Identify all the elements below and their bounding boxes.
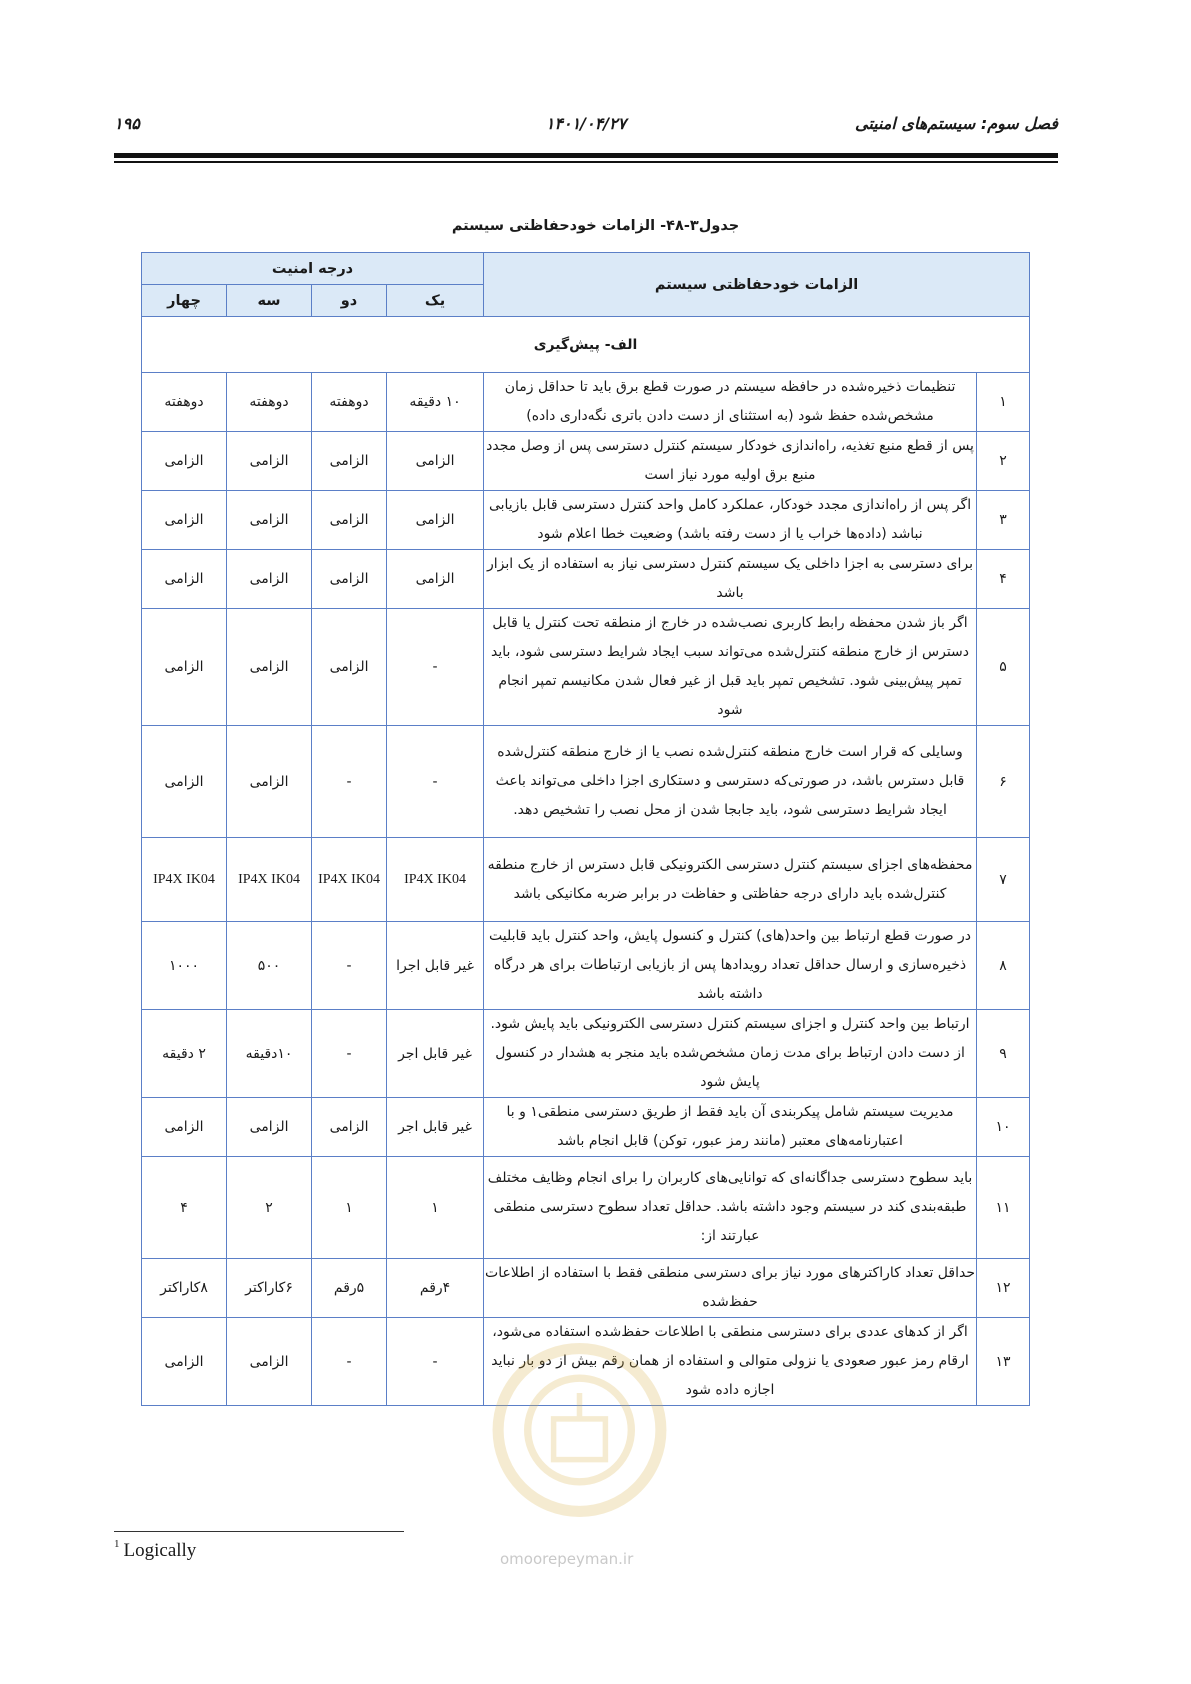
table-row	[142, 432, 1030, 491]
row-requirement-text: اگر از کدهای عددی برای دسترسی منطقی با اطلاعات حفظ‌شده استفاده می‌شود، ارقام رمز عبور صعودی یا نزولی متوالی و استفاده از همان رقم بیش از دو بار نباید اجازه داده شود	[484, 1318, 977, 1406]
row-number: ۹	[977, 1010, 1030, 1098]
row-level-3: دوهفته	[227, 373, 312, 432]
row-level-1: -	[387, 726, 484, 838]
page-number: ۱۹۵	[114, 114, 140, 133]
row-level-2: -	[312, 922, 387, 1010]
table-row	[142, 1259, 1030, 1318]
row-level-2: الزامی	[312, 550, 387, 609]
row-level-1: -	[387, 609, 484, 726]
header-rule-thick	[114, 153, 1058, 158]
row-number: ۳	[977, 491, 1030, 550]
row-level-3: الزامی	[227, 726, 312, 838]
watermark-site: omoorepeyman.ir	[500, 1550, 634, 1568]
row-requirement-text: محفظه‌های اجزای سیستم کنترل دسترسی الکترونیکی قابل دسترس از خارج منطقه کنترل‌شده باید دارای درجه حفاظتی و حفاظت در برابر ضربه مکانیکی باشد	[484, 838, 977, 922]
header-level-2: دو	[312, 285, 387, 317]
row-level-1: ۱۰ دقیقه	[387, 373, 484, 432]
row-level-1: الزامی	[387, 550, 484, 609]
row-level-2: الزامی	[312, 432, 387, 491]
row-requirement-text: در صورت قطع ارتباط بین واحد(های) کنترل و کنسول پایش، واحد کنترل باید قابلیت ذخیره‌سازی و ارسال حداقل تعداد رویدادها پس از بازیابی ارتباطات برای هر درگاه داشته باشد	[484, 922, 977, 1010]
row-level-1: ۴رقم	[387, 1259, 484, 1318]
row-number: ۴	[977, 550, 1030, 609]
header-level-1: یک	[387, 285, 484, 317]
row-level-4: الزامی	[142, 432, 227, 491]
row-level-1: IP4X IK04	[387, 838, 484, 922]
footnote-mark: 1	[114, 1538, 120, 1550]
row-level-3: ۵۰۰	[227, 922, 312, 1010]
row-requirement-text: مدیریت سیستم شامل پیکربندی آن باید فقط از طریق دسترسی منطقی۱ و با اعتبارنامه‌های معتبر (مانند رمز عبور، توکن) قابل انجام باشد	[484, 1098, 977, 1157]
header-rule-thin	[114, 161, 1058, 163]
row-requirement-text: برای دسترسی به اجزا داخلی یک سیستم کنترل دسترسی نیاز به استفاده از یک ابزار باشد	[484, 550, 977, 609]
section-heading: الف- پیش‌گیری	[142, 317, 1030, 373]
table-row	[142, 1010, 1030, 1098]
row-level-2: الزامی	[312, 1098, 387, 1157]
footnote-text: Logically	[123, 1540, 197, 1561]
row-requirement-text: باید سطوح دسترسی جداگانه‌ای که توانایی‌های کاربران را برای انجام وظایف مختلف طبقه‌بندی کند در سیستم وجود داشته باشد. حداقل تعداد سطوح دسترسی منطقی عبارتند از:	[484, 1157, 977, 1259]
row-number: ۱۰	[977, 1098, 1030, 1157]
header-requirements: الزامات خودحفاظتی سیستم	[484, 253, 1030, 317]
row-level-3: ۲	[227, 1157, 312, 1259]
row-level-3: ۱۰دقیقه	[227, 1010, 312, 1098]
table-row	[142, 373, 1030, 432]
row-level-1: غیر قابل اجرا	[387, 922, 484, 1010]
row-level-2: -	[312, 1318, 387, 1406]
row-number: ۱۱	[977, 1157, 1030, 1259]
header-level-3: سه	[227, 285, 312, 317]
row-level-3: الزامی	[227, 432, 312, 491]
row-requirement-text: ارتباط بین واحد کنترل و اجزای سیستم کنترل دسترسی الکترونیکی باید پایش شود. از دست دادن ارتباط برای مدت زمان مشخص‌شده باید منجر به هشدار در کنسول پایش شود	[484, 1010, 977, 1098]
header-date: ۱۴۰۱/۰۴/۲۷	[545, 114, 627, 133]
table-row	[142, 491, 1030, 550]
page-header	[114, 108, 1058, 144]
row-level-1: غیر قابل اجر	[387, 1010, 484, 1098]
row-level-1: الزامی	[387, 432, 484, 491]
row-level-2: IP4X IK04	[312, 838, 387, 922]
row-level-1: ۱	[387, 1157, 484, 1259]
row-level-4: الزامی	[142, 491, 227, 550]
row-level-4: ۸کاراکتر	[142, 1259, 227, 1318]
row-number: ۵	[977, 609, 1030, 726]
table-caption: جدول۳-۴۸- الزامات خودحفاظتی سیستم	[451, 218, 740, 234]
row-level-4: ۲ دقیقه	[142, 1010, 227, 1098]
row-level-4: IP4X IK04	[142, 838, 227, 922]
row-level-1: غیر قابل اجر	[387, 1098, 484, 1157]
chapter-title: فصل سوم: سیستم‌های امنیتی	[855, 114, 1058, 133]
table-row	[142, 609, 1030, 726]
row-number: ۷	[977, 838, 1030, 922]
row-level-2: الزامی	[312, 491, 387, 550]
row-number: ۱۳	[977, 1318, 1030, 1406]
row-requirement-text: پس از قطع منبع تغذیه، راه‌اندازی خودکار سیستم کنترل دسترسی پس از وصل مجدد منبع برق اولیه مورد نیاز است	[484, 432, 977, 491]
row-requirement-text: حداقل تعداد کاراکترهای مورد نیاز برای دسترسی منطقی فقط با استفاده از اطلاعات حفظ‌شده	[484, 1259, 977, 1318]
row-requirement-text: اگر پس از راه‌اندازی مجدد خودکار، عملکرد کامل واحد کنترل دسترسی قابل بازیابی نباشد (داده‌ها خراب یا از دست رفته باشد) وضعیت خطا اعلام شود	[484, 491, 977, 550]
row-level-2: دوهفته	[312, 373, 387, 432]
row-level-4: ۱۰۰۰	[142, 922, 227, 1010]
row-number: ۱۲	[977, 1259, 1030, 1318]
footnote-rule	[114, 1531, 404, 1532]
row-level-1: الزامی	[387, 491, 484, 550]
row-level-2: الزامی	[312, 609, 387, 726]
header-level-4: چهار	[142, 285, 227, 317]
row-level-4: الزامی	[142, 550, 227, 609]
row-level-4: الزامی	[142, 1098, 227, 1157]
row-level-3: IP4X IK04	[227, 838, 312, 922]
row-number: ۱	[977, 373, 1030, 432]
row-level-4: الزامی	[142, 726, 227, 838]
row-number: ۶	[977, 726, 1030, 838]
row-level-2: -	[312, 726, 387, 838]
row-level-3: ۶کاراکتر	[227, 1259, 312, 1318]
table-row	[142, 1157, 1030, 1259]
row-number: ۲	[977, 432, 1030, 491]
footnote	[114, 1540, 196, 1562]
row-requirement-text: اگر باز شدن محفظه رابط کاربری نصب‌شده در خارج از منطقه تحت کنترل یا قابل دسترس از خارج منطقه کنترل‌شده می‌تواند سبب ایجاد شرایط دسترسی شود، باید تمپر پیش‌بینی شود. تشخیص تمپر باید قبل از غیر فعال شدن مکانیسم تمپر انجام شود	[484, 609, 977, 726]
row-level-4: دوهفته	[142, 373, 227, 432]
row-level-2: -	[312, 1010, 387, 1098]
row-requirement-text: وسایلی که قرار است خارج منطقه کنترل‌شده نصب یا از خارج منطقه کنترل‌شده قابل دسترس باشد، در صورتی‌که دسترسی و دستکاری اجزا داخلی می‌تواند باعث ایجاد شرایط دسترسی شود، باید جابجا شدن از محل نصب را تشخیص دهد.	[484, 726, 977, 838]
watermark-seal-icon	[487, 1335, 672, 1525]
row-level-4: ۴	[142, 1157, 227, 1259]
row-level-3: الزامی	[227, 1098, 312, 1157]
header-security-degree: درجه امنیت	[142, 253, 484, 285]
row-level-4: الزامی	[142, 1318, 227, 1406]
requirements-table	[141, 252, 1030, 1406]
row-level-4: الزامی	[142, 609, 227, 726]
row-level-2: ۵رقم	[312, 1259, 387, 1318]
table-row	[142, 838, 1030, 922]
row-level-3: الزامی	[227, 491, 312, 550]
row-level-1: -	[387, 1318, 484, 1406]
row-level-3: الزامی	[227, 550, 312, 609]
table-row	[142, 1098, 1030, 1157]
row-level-2: ۱	[312, 1157, 387, 1259]
table-row	[142, 726, 1030, 838]
row-number: ۸	[977, 922, 1030, 1010]
row-level-3: الزامی	[227, 1318, 312, 1406]
row-level-3: الزامی	[227, 609, 312, 726]
table-row	[142, 550, 1030, 609]
row-requirement-text: تنظیمات ذخیره‌شده در حافظه سیستم در صورت قطع برق باید تا حداقل زمان مشخص‌شده حفظ شود (به استثنای از دست دادن باتری نگه‌داری داده)	[484, 373, 977, 432]
table-row	[142, 922, 1030, 1010]
